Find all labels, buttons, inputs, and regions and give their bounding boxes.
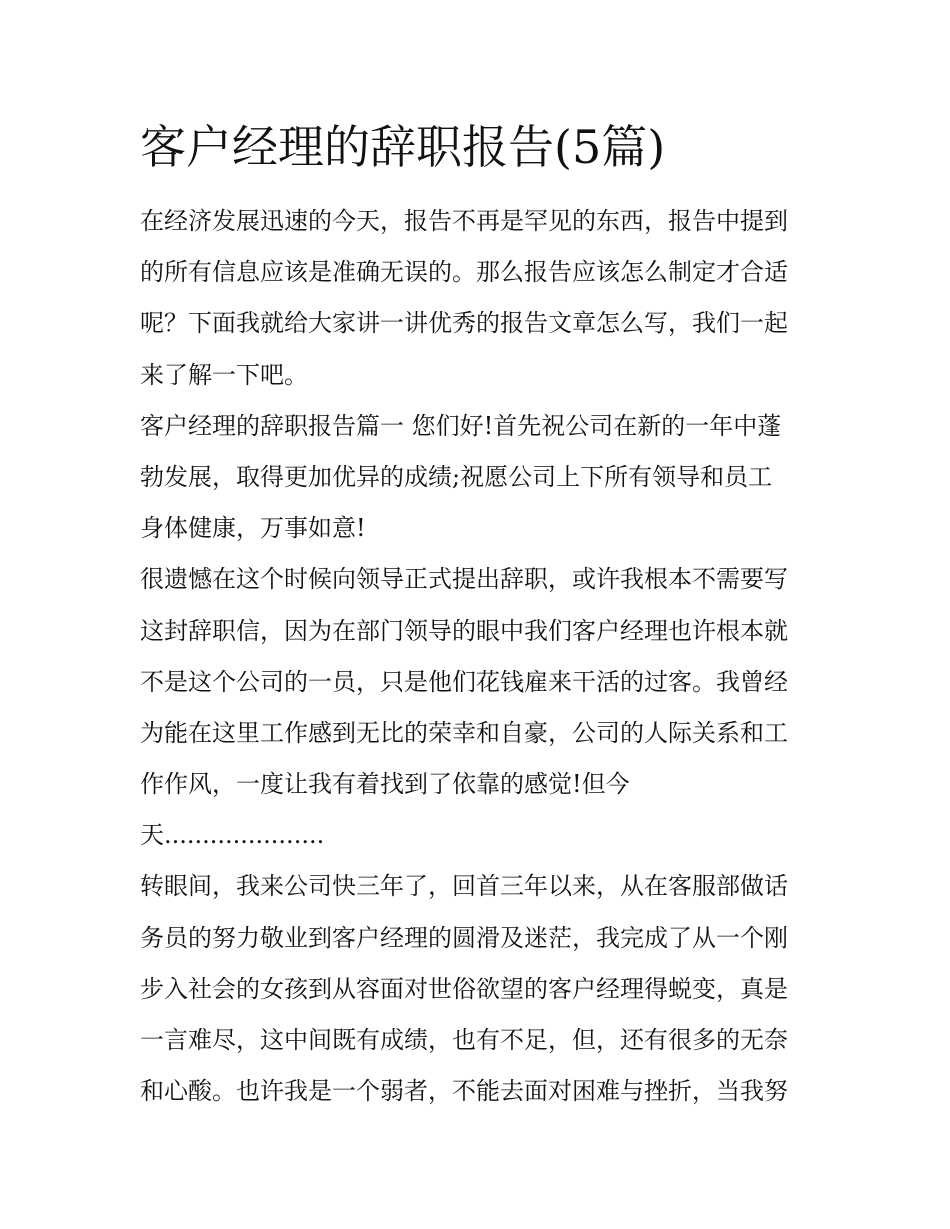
text-line: 身体健康，万事如意! [140,514,366,543]
text-line: 呢？下面我就给大家讲一讲优秀的报告文章怎么写，我们一起 [140,309,788,338]
text-line: 转眼间，我来公司快三年了，回首三年以来，从在客服部做话 [140,872,788,901]
text-line: 的所有信息应该是准确无误的。那么报告应该怎么制定才合适 [140,258,788,287]
text-line: 和心酸。也许我是一个弱者，不能去面对困难与挫折，当我努 [140,1077,788,1106]
text-line: 不是这个公司的一员，只是他们花钱雇来干活的过客。我曾经 [140,667,788,696]
text-line: 来了解一下吧。 [140,360,308,389]
text-line: 一言难尽，这中间既有成绩，也有不足，但，还有很多的无奈 [140,1026,788,1054]
text-line: 在经济发展迅速的今天，报告不再是罕见的东西，报告中提到 [140,207,788,235]
text-line: 勃发展，取得更加优异的成绩;祝愿公司上下所有领导和员工 [140,462,773,491]
document-title: 客户经理的辞职报告(5篇) [140,120,666,174]
text-line: 很遗憾在这个时候向领导正式提出辞职，或许我根本不需要写 [140,565,788,594]
text-line: 这封辞职信，因为在部门领导的眼中我们客户经理也许根本就 [140,616,788,645]
text-line: 为能在这里工作感到无比的荣幸和自豪，公司的人际关系和工 [140,718,788,747]
text-line: 务员的努力敬业到客户经理的圆滑及迷茫，我完成了从一个刚 [140,923,788,952]
document-body [140,196,812,1117]
text-line: 作作风，一度让我有着找到了依靠的感觉!但今 [140,770,630,799]
text-line: 步入社会的女孩到从容面对世俗欲望的客户经理得蜕变，真是 [140,974,788,1003]
text-line: 客户经理的辞职报告篇一 您们好!首先祝公司在新的一年中蓬 [140,411,782,440]
text-line: 天..................... [140,821,325,850]
